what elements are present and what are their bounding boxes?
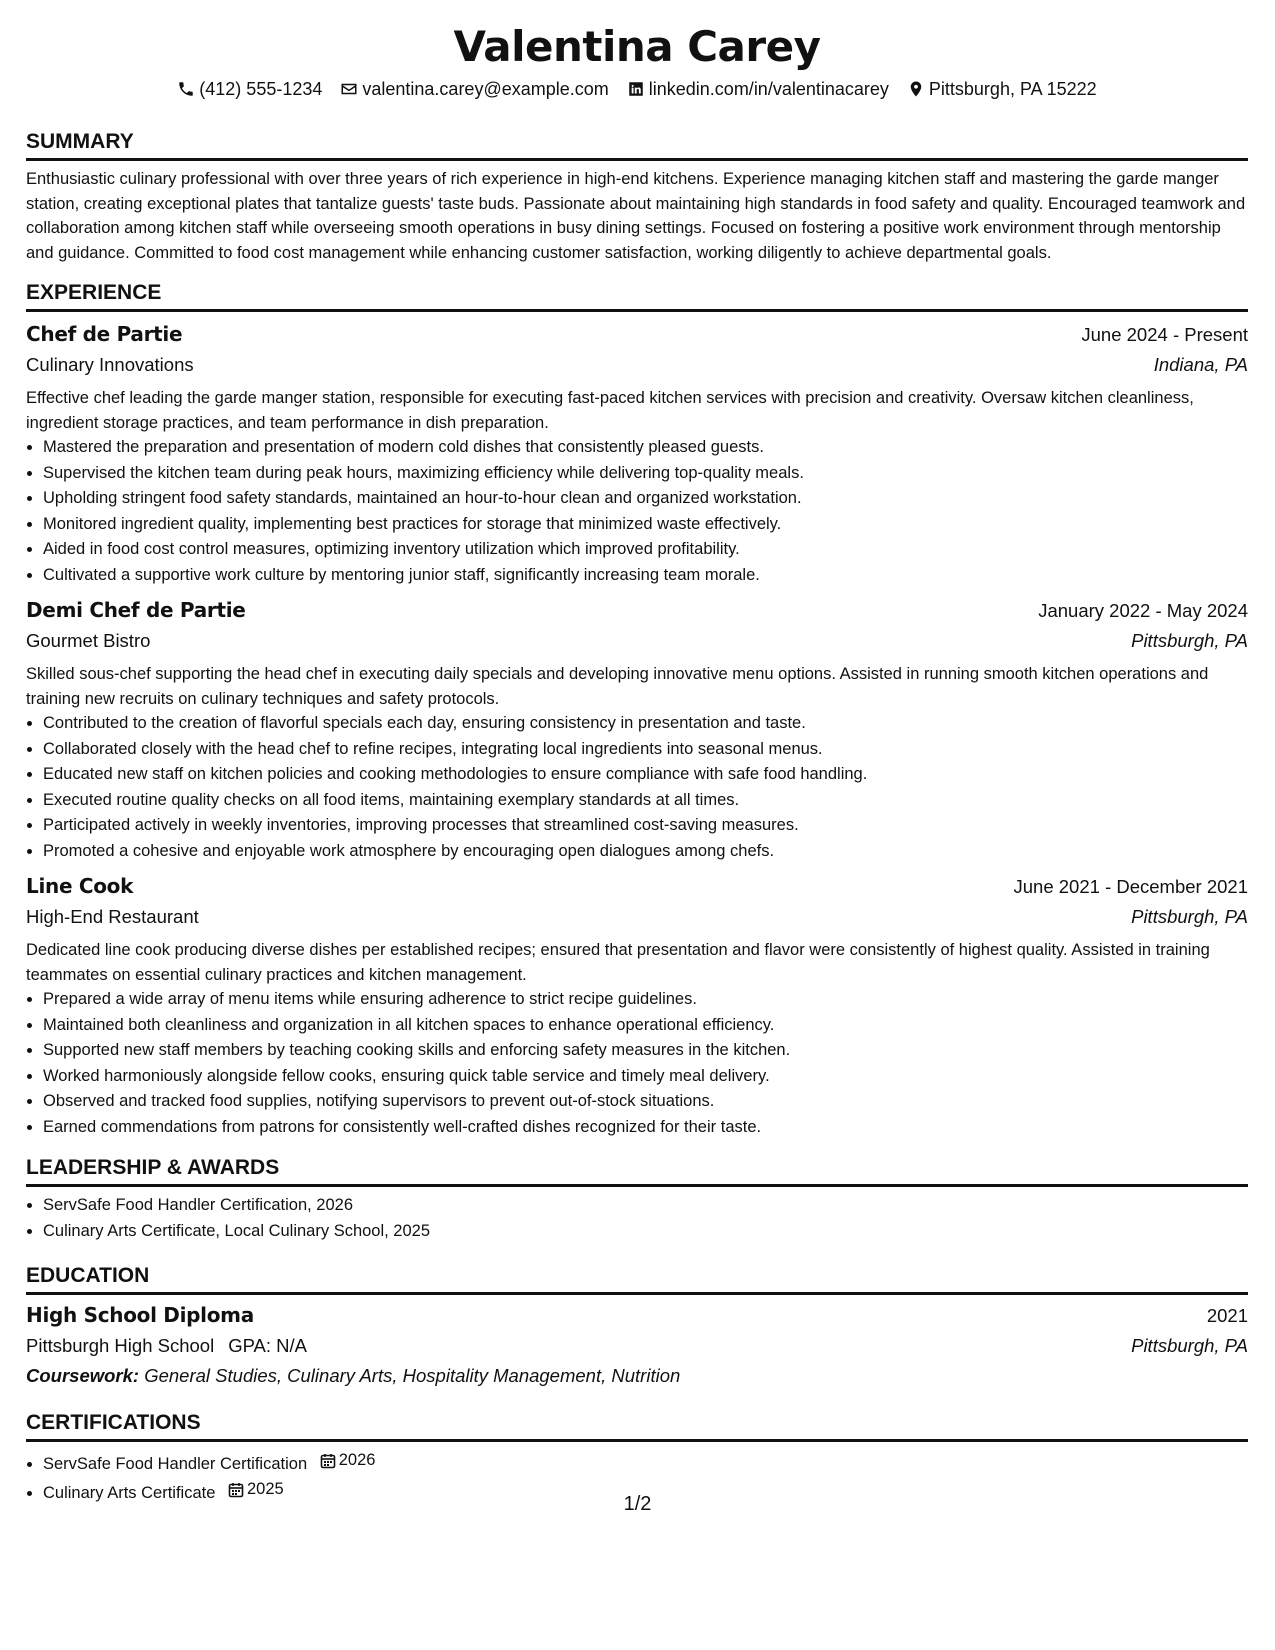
- job-location: Pittsburgh, PA: [1131, 906, 1248, 927]
- education-heading: EDUCATION: [26, 1262, 1248, 1295]
- job-dates: June 2024 - Present: [1081, 324, 1248, 345]
- contact-bar: [26, 76, 1248, 102]
- list-item: • Prepared a wide array of menu items while ensuring adherence to strict recipe guidelines.: [43, 987, 1248, 1013]
- job-title: Line Cook: [26, 874, 134, 898]
- list-item: • Monitored ingredient quality, implementing best practices for storage that minimized waste effectively.: [43, 512, 1248, 538]
- coursework-line: [26, 1361, 1248, 1391]
- job-company: High-End Restaurant: [26, 906, 199, 927]
- list-item: • Supervised the kitchen team during peak hours, maximizing efficiency while delivering top-quality meals.: [43, 461, 1248, 487]
- phone-text: (412) 555-1234: [199, 79, 323, 99]
- contact-location: [907, 76, 1097, 102]
- job-bullets: [26, 711, 1248, 864]
- page-number: 1/2: [623, 1493, 652, 1515]
- candidate-name: Valentina Carey: [453, 22, 821, 71]
- leadership-heading: LEADERSHIP & AWARDS: [26, 1154, 1248, 1187]
- location-text: Pittsburgh, PA 15222: [928, 79, 1097, 99]
- cert-name: ServSafe Food Handler Certification: [43, 1454, 308, 1473]
- school-info: [26, 1331, 307, 1361]
- summary-heading: SUMMARY: [26, 128, 1248, 161]
- job-description: Dedicated line cook producing diverse dishes per established recipes; ensured that presentation and flavor were consistently of highest quality. Assisted in training teammates on essential culinary practices and kitchen management.: [26, 941, 1210, 984]
- contact-linkedin[interactable]: [627, 76, 889, 102]
- list-item: • ServSafe Food Handler Certification, 2026: [43, 1193, 1248, 1219]
- job-entry: [26, 595, 1248, 864]
- list-item: • Mastered the preparation and presentation of modern cold dishes that consistently pleased guests.: [43, 435, 1248, 461]
- job-company: Gourmet Bistro: [26, 630, 151, 651]
- job-bullets: [26, 987, 1248, 1140]
- linkedin-link[interactable]: linkedin.com/in/valentinacarey: [648, 79, 889, 99]
- coursework-text: General Studies, Culinary Arts, Hospitality Management, Nutrition: [144, 1365, 681, 1386]
- list-item: • Cultivated a supportive work culture by mentoring junior staff, significantly increasing team morale.: [43, 563, 1248, 589]
- email-link[interactable]: valentina.carey@example.com: [362, 79, 609, 99]
- list-item: • Upholding stringent food safety standards, maintained an hour-to-hour clean and organized workstation.: [43, 486, 1248, 512]
- job-entry: [26, 319, 1248, 588]
- cert-date: [320, 1448, 376, 1474]
- cert-year: 2025: [246, 1480, 284, 1499]
- list-item: • Observed and tracked food supplies, notifying supervisors to prevent out-of-stock situations.: [43, 1089, 1248, 1115]
- school-location: Pittsburgh, PA: [1131, 1335, 1248, 1356]
- job-entry: [26, 871, 1248, 1140]
- linkedin-icon: [627, 80, 645, 98]
- leadership-list: [26, 1193, 1248, 1244]
- gpa-text: GPA: N/A: [228, 1335, 308, 1356]
- list-item: • Participated actively in weekly inventories, improving processes that streamlined cost-saving measures.: [43, 813, 1248, 839]
- degree-title: High School Diploma: [26, 1303, 254, 1327]
- job-location: Pittsburgh, PA: [1131, 630, 1248, 651]
- job-dates: January 2022 - May 2024: [1038, 600, 1248, 621]
- job-location: Indiana, PA: [1153, 354, 1248, 375]
- list-item: • Educated new staff on kitchen policies and cooking methodologies to ensure compliance with safe food handling.: [43, 762, 1248, 788]
- job-bullets: [26, 435, 1248, 588]
- school-name: Pittsburgh High School: [26, 1335, 215, 1356]
- map-pin-icon: [907, 80, 925, 98]
- list-item: [43, 1448, 1248, 1477]
- job-description: Effective chef leading the garde manger station, responsible for executing fast-paced kitchen services with precision and creativity. Oversaw kitchen cleanliness, ingredient storage practices, and team performance in dish preparation.: [26, 389, 1194, 432]
- coursework-label: Coursework:: [26, 1365, 140, 1386]
- list-item: • Collaborated closely with the head chef to refine recipes, integrating local ingredients into seasonal menus.: [43, 737, 1248, 763]
- envelope-icon: [340, 80, 358, 98]
- list-item: • Promoted a cohesive and enjoyable work atmosphere by encouraging open dialogues among chefs.: [43, 839, 1248, 865]
- cert-name: Culinary Arts Certificate: [43, 1484, 216, 1502]
- calendar-icon: [320, 1453, 336, 1469]
- resume-page: [26, 22, 1248, 1507]
- list-item: • Worked harmoniously alongside fellow cooks, ensuring quick table service and timely meal delivery.: [43, 1064, 1248, 1090]
- list-item: • Executed routine quality checks on all food items, maintaining exemplary standards at all times.: [43, 788, 1248, 814]
- job-title: Chef de Partie: [26, 322, 183, 346]
- list-item: • Culinary Arts Certificate, Local Culinary School, 2025: [43, 1219, 1248, 1245]
- job-dates: June 2021 - December 2021: [1013, 876, 1248, 897]
- list-item: • Earned commendations from patrons for consistently well-crafted dishes recognized for their taste.: [43, 1115, 1248, 1141]
- list-item: • Aided in food cost control measures, optimizing inventory utilization which improved profitability.: [43, 537, 1248, 563]
- job-description: Skilled sous-chef supporting the head chef in executing daily specials and developing innovative menu options. Assisted in running smooth kitchen operations and training new recruits on culinary techniques and safety protocols.: [26, 665, 1209, 708]
- job-title: Demi Chef de Partie: [26, 598, 246, 622]
- list-item: • Supported new staff members by teaching cooking skills and enforcing safety measures in the kitchen.: [43, 1038, 1248, 1064]
- certifications-heading: CERTIFICATIONS: [26, 1409, 1248, 1442]
- list-item: • Maintained both cleanliness and organization in all kitchen spaces to enhance operational efficiency.: [43, 1013, 1248, 1039]
- summary-text: Enthusiastic culinary professional with over three years of rich experience in high-end kitchens. Experience managing kitchen staff and mastering the garde manger station, creating exceptional plates that tantalize guests' taste buds. Passionate about maintaining high standards in food safety and quality. Encouraged teamwork and collaboration among kitchen staff while overseeing smooth operations in busy dining settings. Focused on fostering a positive work environment through mentorship and guidance. Committed to food cost management while enhancing customer satisfaction, working diligently to achieve departmental goals.: [26, 170, 1246, 262]
- job-company: Culinary Innovations: [26, 354, 194, 375]
- contact-phone: [177, 76, 322, 102]
- graduation-year: 2021: [1206, 1305, 1248, 1326]
- contact-email[interactable]: [340, 76, 608, 102]
- list-item: • Contributed to the creation of flavorful specials each day, ensuring consistency in presentation and taste.: [43, 711, 1248, 737]
- phone-icon: [177, 80, 195, 98]
- cert-year: 2026: [338, 1451, 376, 1469]
- experience-heading: EXPERIENCE: [26, 279, 1248, 312]
- education-entry: [26, 1300, 1248, 1391]
